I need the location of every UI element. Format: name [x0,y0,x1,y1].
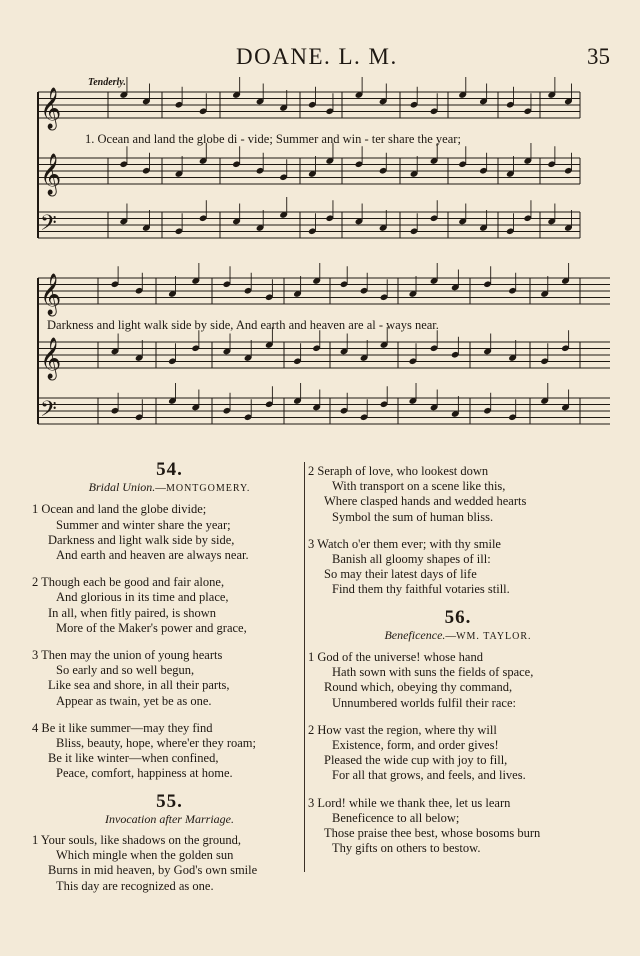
left-column [32,459,307,906]
treble-clef-icon: 𝄞 [40,154,62,195]
verse-line: 2 How vast the region, where thy will [308,722,497,737]
hymn-title [32,812,307,827]
hymn-composer: WM. TAYLOR. [456,630,532,642]
verse-line: Pleased the wide cup with joy to fill, [324,753,508,768]
clefs [40,87,61,427]
verse-line: Hath sown with suns the fields of space, [332,665,534,680]
verse-line: Round which, obeying thy command, [324,680,513,695]
verse-line: More of the Maker's power and grace, [56,620,247,635]
verse-line: Bliss, beauty, hope, where'er they roam; [56,736,256,751]
hymn-title [308,628,608,644]
verse-line: 3 Lord! while we thank thee, let us learn [308,795,511,810]
bass-clef-icon: 𝄢 [40,211,57,241]
verse-line: Beneficence to all below; [332,810,460,825]
treble-clef-icon: 𝄞 [40,274,62,315]
verse-line: Where clasped hands and wedded hearts [324,494,527,509]
stanza [32,833,307,894]
verse-line: 3 Then may the union of young hearts [32,648,223,663]
page-number: 35 [587,44,610,69]
verse-line: Find them thy faithful votaries still. [332,582,510,597]
verse-line: 2 Seraph of love, who lookest down [308,464,489,478]
verse-line: Like sea and shore, in all their parts, [48,678,230,693]
verse-line: Appear as twain, yet be as one. [56,693,212,708]
lyric-line-1: 1. Ocean and land the globe di - vide; Summer and win - ter share the year; [85,132,461,146]
tune-title: DOANE. L. M. [236,44,398,69]
verse-line: Summer and winter share the year; [56,517,231,532]
stanza [308,464,608,525]
verse-line: 2 Though each be good and fair alone, [32,575,225,590]
verse-line: Banish all gloomy shapes of ill: [332,552,491,567]
verse-line: Existence, form, and order gives! [332,738,499,753]
verse-line: And earth and heaven are always near. [56,548,249,563]
verse-line: In all, when fitly paired, is shown [48,605,217,620]
stanza [308,650,608,711]
verse-line: Which mingle when the golden sun [56,848,234,863]
hymn-title [32,480,307,496]
stanza [308,796,608,857]
hymn-title-text: Beneficence.— [384,627,457,642]
verse-line: 1 God of the universe! whose hand [308,650,483,665]
verse-line: Burns in mid heaven, by God's own smile [48,863,258,878]
verse-line: This day are recognized as one. [56,878,214,893]
hymn-number: 56. [444,606,472,628]
verse-line: 3 Watch o'er them ever; with thy smile [308,536,501,551]
verse-line: Unnumbered worlds fulfil their race: [332,695,516,710]
verse-line: And glorious in its time and place, [56,590,229,605]
verse-line: For all that grows, and feels, and lives. [332,768,526,783]
verse-line: 1 Your souls, like shadows on the ground, [32,833,242,848]
lyric-line-2: Darkness and light walk side by side, And earth and heaven are al - ways near. [47,318,439,332]
verse-line: Be it like winter—when confined, [48,751,219,766]
verse-line: 1 Ocean and land the globe divide; [32,502,207,517]
right-column [308,464,608,868]
verse-line: With transport on a scene like this, [332,479,506,494]
treble-clef-icon: 𝄞 [40,88,62,129]
bass-clef-icon: 𝄢 [40,397,57,427]
verse-line: So early and so well begun, [56,663,195,678]
stanza [32,575,307,636]
treble-clef-icon: 𝄞 [40,338,62,379]
hymn-title-text: Invocation after Marriage. [105,811,234,826]
stanza [308,537,608,598]
stanza [32,502,307,563]
hymn-title-text: Bridal Union.— [88,480,166,495]
verse-line: Darkness and light walk side by side, [48,532,235,547]
stanza [32,721,307,782]
verse-line: Those praise thee best, whose bosoms burn [324,826,541,841]
verse-line: Thy gifts on others to bestow. [332,841,481,856]
stanza [308,723,608,784]
note-heads [111,77,573,421]
verse-line: So may their latest days of life [324,567,477,582]
verse-line: 4 Be it like summer—may they find [32,720,213,735]
hymn-number: 55. [156,790,183,812]
stanza [32,648,307,709]
verse-line: Peace, comfort, happiness at home. [56,766,233,781]
music-score [0,0,640,440]
hymn-number: 54. [156,459,183,480]
verse-line: Symbol the sum of human bliss. [332,509,494,524]
hymn-composer: MONTGOMERY. [165,483,251,495]
tempo-marking: Tenderly. [88,77,126,88]
